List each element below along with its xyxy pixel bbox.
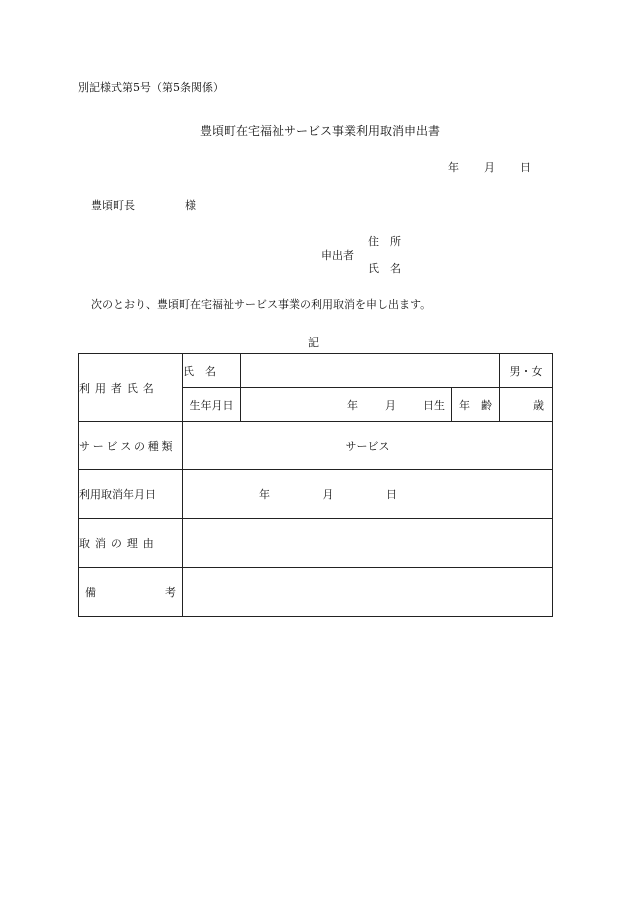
- table-row: [79, 470, 553, 519]
- cancel-month-unit: 月: [322, 488, 334, 501]
- age-label: 年 齢: [452, 388, 500, 422]
- date-month: 月: [484, 161, 495, 174]
- cancel-day-unit: 日: [386, 488, 397, 501]
- birth-month-unit: 月: [385, 398, 396, 412]
- remarks-header-b: 考: [165, 586, 176, 599]
- birth-year-unit: 年: [347, 398, 358, 412]
- note-heading: 記: [308, 336, 319, 349]
- reason-field[interactable]: [183, 519, 553, 568]
- age-unit[interactable]: 歳: [500, 388, 553, 422]
- remarks-header-a: 備: [85, 586, 96, 599]
- document-title: 豊頃町在宅福祉サービス事業利用取消申出書: [199, 124, 440, 138]
- reason-header: 取消の理由: [79, 519, 183, 568]
- service-type-field[interactable]: サービス: [183, 422, 553, 470]
- applicant-label: 申出者: [321, 249, 354, 262]
- cancel-year-unit: 年: [259, 488, 270, 501]
- birth-label: 生年月日: [183, 388, 241, 422]
- addressee-name: 豊頃町長: [91, 199, 135, 212]
- name-input-cell[interactable]: [241, 354, 500, 388]
- gender-field[interactable]: 男・女: [500, 354, 553, 388]
- applicant-name-label: 氏 名: [368, 262, 401, 275]
- service-type-header: サービスの種類: [79, 422, 183, 470]
- birth-date-field[interactable]: [241, 388, 452, 422]
- cancel-date-field[interactable]: [183, 470, 553, 519]
- date-day: 日: [520, 161, 531, 174]
- remarks-field[interactable]: [183, 568, 553, 617]
- birth-day-unit: 日生: [423, 398, 445, 412]
- form-number: 別記様式第5号（第5条関係）: [78, 81, 224, 94]
- table-row: [79, 422, 553, 470]
- body-text: 次のとおり、豊頃町在宅福祉サービス事業の利用取消を申し出ます。: [91, 298, 432, 311]
- addressee-honorific: 様: [185, 199, 196, 212]
- date-year: 年: [448, 161, 459, 174]
- user-name-header: 利用者氏名: [79, 354, 183, 422]
- table-row: [79, 568, 553, 617]
- address-label: 住 所: [368, 235, 401, 248]
- application-table: [78, 353, 553, 617]
- remarks-header: [79, 568, 183, 617]
- table-row: [79, 519, 553, 568]
- cancel-date-header: 利用取消年月日: [79, 470, 183, 519]
- table-row: [79, 354, 553, 388]
- name-label: 氏 名: [183, 354, 241, 388]
